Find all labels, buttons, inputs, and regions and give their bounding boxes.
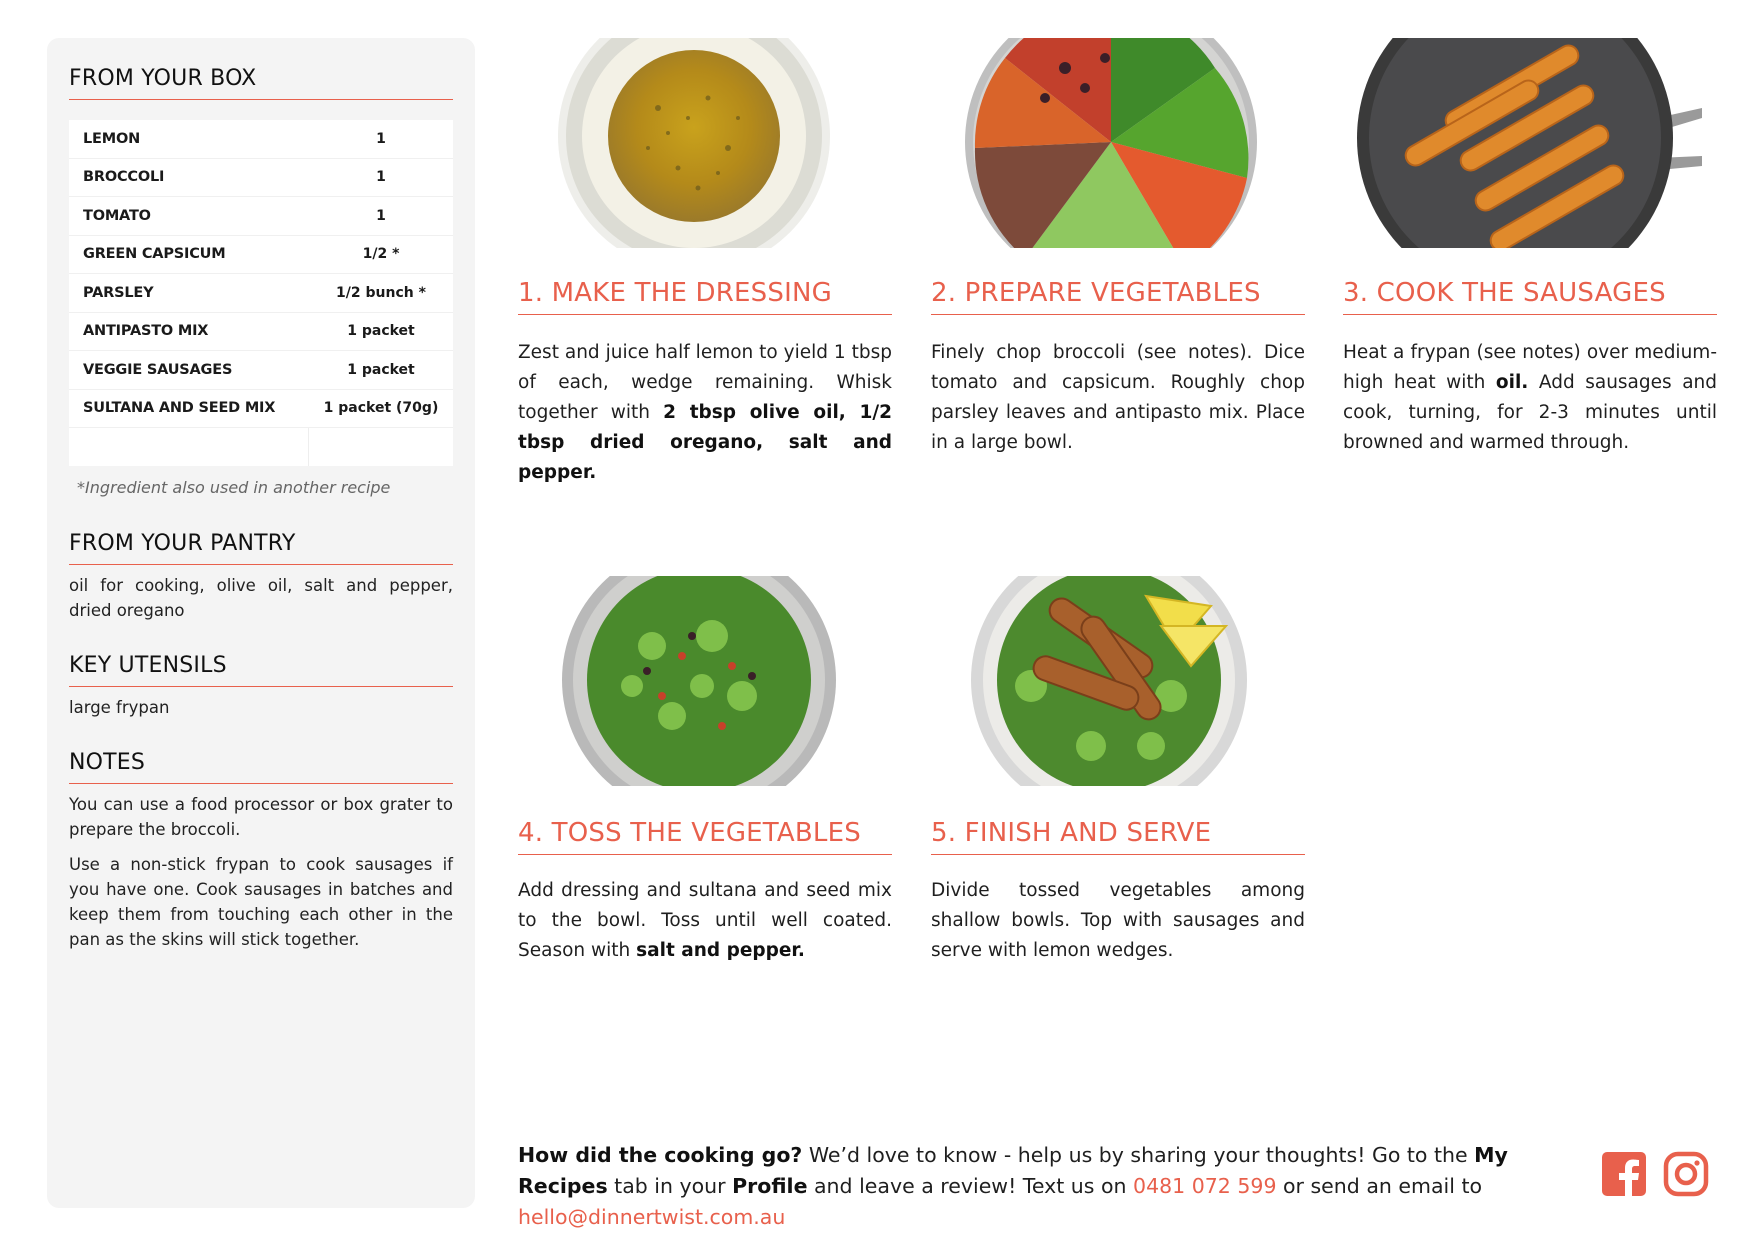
step-body-text: Finely chop broccoli (see notes). Dice tomato and capsicum. Roughly chop parsley leaves and antipasto mix. Place in a large bowl. [931, 342, 1305, 453]
footer-text: tab in your [607, 1174, 733, 1198]
ingredient-name: GREEN CAPSICUM [83, 246, 226, 263]
step-body-text: Zest and juice half lemon to yield 1 tbsp of each, wedge remaining. Whisk together with [518, 342, 892, 423]
vegetables-photo [965, 38, 1257, 248]
step-4-title: 4. TOSS THE VEGETABLES [518, 818, 892, 855]
ingredient-name: ANTIPASTO MIX [83, 323, 209, 340]
step-1 [518, 38, 892, 483]
ingredient-name: SULTANA AND SEED MIX [83, 400, 276, 417]
ingredient-qty: 1/2 * [362, 246, 400, 263]
key-utensils-title: KEY UTENSILS [69, 653, 453, 687]
footer-text: or send an email to [1276, 1174, 1483, 1198]
ingredient-row [69, 159, 453, 198]
utensils-text: large frypan [69, 698, 170, 717]
ingredient-qty: 1/2 bunch * [336, 284, 426, 301]
footer-question: How did the cooking go? [518, 1143, 803, 1167]
profile-link[interactable]: Profile [732, 1174, 808, 1198]
step-2-title: 2. PREPARE VEGETABLES [931, 278, 1305, 315]
step-body-emphasis: oil. [1495, 372, 1529, 393]
finished-dish-photo [971, 576, 1247, 786]
ingredient-qty: 1 packet [347, 323, 415, 340]
my-recipes-link[interactable]: My Recipes [518, 1143, 1508, 1198]
step-3-body [1343, 338, 1717, 458]
ingredient-name: TOMATO [83, 207, 151, 224]
pantry-text: oil for cooking, olive oil, salt and pepper, dried oregano [69, 576, 453, 620]
step-body-text: Heat a frypan (see notes) over medium-high heat with [1343, 342, 1717, 393]
ingredients-table [69, 120, 453, 466]
ingredient-row-empty [69, 428, 453, 466]
sausages-pan-photo [1357, 38, 1702, 248]
step-2-body [931, 338, 1305, 458]
email-link[interactable]: hello@dinnertwist.com.au [518, 1205, 786, 1229]
ingredient-row [69, 274, 453, 313]
step-body-text: Add sausages and cook, turning, for 2-3 minutes until browned and warmed through. [1343, 372, 1718, 453]
from-your-pantry-title: FROM YOUR PANTRY [69, 531, 453, 565]
facebook-icon[interactable] [1601, 1151, 1647, 1197]
step-3-title: 3. COOK THE SAUSAGES [1343, 278, 1717, 315]
ingredient-qty: 1 [376, 207, 386, 224]
note-text: You can use a food processor or box grater to prepare the broccoli. [69, 795, 453, 839]
step-4-body [518, 876, 892, 966]
ingredient-qty: 1 [376, 130, 386, 147]
ingredient-qty: 1 [376, 169, 386, 186]
ingredient-row [69, 120, 453, 159]
step-body-text: Divide tossed vegetables among shallow bowls. Top with sausages and serve with lemon wedges. [931, 880, 1305, 961]
ingredient-name: PARSLEY [83, 284, 154, 301]
ingredient-row [69, 351, 453, 390]
step-1-body [518, 338, 892, 488]
ingredient-footnote: *Ingredient also used in another recipe [77, 478, 391, 497]
footer-text: and leave a review! Text us on [807, 1174, 1134, 1198]
step-5 [931, 576, 1305, 976]
note-text: Use a non-stick frypan to cook sausages if you have one. Cook sausages in batches and keep them from touching each other in the pan as the skins will stick together. [69, 855, 453, 949]
notes-title: NOTES [69, 750, 453, 784]
ingredient-row [69, 390, 453, 429]
tossed-vegetables-photo [562, 576, 836, 786]
from-your-box-title: FROM YOUR BOX [69, 66, 453, 100]
step-2 [931, 38, 1305, 458]
step-5-title: 5. FINISH AND SERVE [931, 818, 1305, 855]
footer-text: We’d love to know - help us by sharing your thoughts! Go to the [802, 1143, 1475, 1167]
ingredient-qty: 1 packet (70g) [323, 400, 439, 417]
step-1-title: 1. MAKE THE DRESSING [518, 278, 892, 315]
ingredients-sidebar [47, 38, 475, 1208]
dressing-photo [558, 38, 830, 248]
instagram-icon[interactable] [1663, 1151, 1709, 1197]
ingredient-row [69, 236, 453, 275]
ingredient-name: BROCCOLI [83, 169, 165, 186]
step-5-body [931, 876, 1305, 966]
ingredient-name: LEMON [83, 130, 141, 147]
step-body-emphasis: 2 tbsp olive oil, 1/2 tbsp dried oregano, salt and pepper. [518, 402, 892, 483]
step-4 [518, 576, 892, 976]
step-body-text: Add dressing and sultana and seed mix to the bowl. Toss until well coated. Season with [518, 880, 892, 961]
step-body-emphasis: salt and pepper. [636, 940, 805, 961]
ingredient-name: VEGGIE SAUSAGES [83, 361, 233, 378]
ingredient-row [69, 313, 453, 352]
feedback-footer [518, 1140, 1578, 1233]
phone-link[interactable]: 0481 072 599 [1133, 1174, 1277, 1198]
step-3 [1343, 38, 1717, 458]
ingredient-row [69, 197, 453, 236]
ingredient-qty: 1 packet [347, 361, 415, 378]
